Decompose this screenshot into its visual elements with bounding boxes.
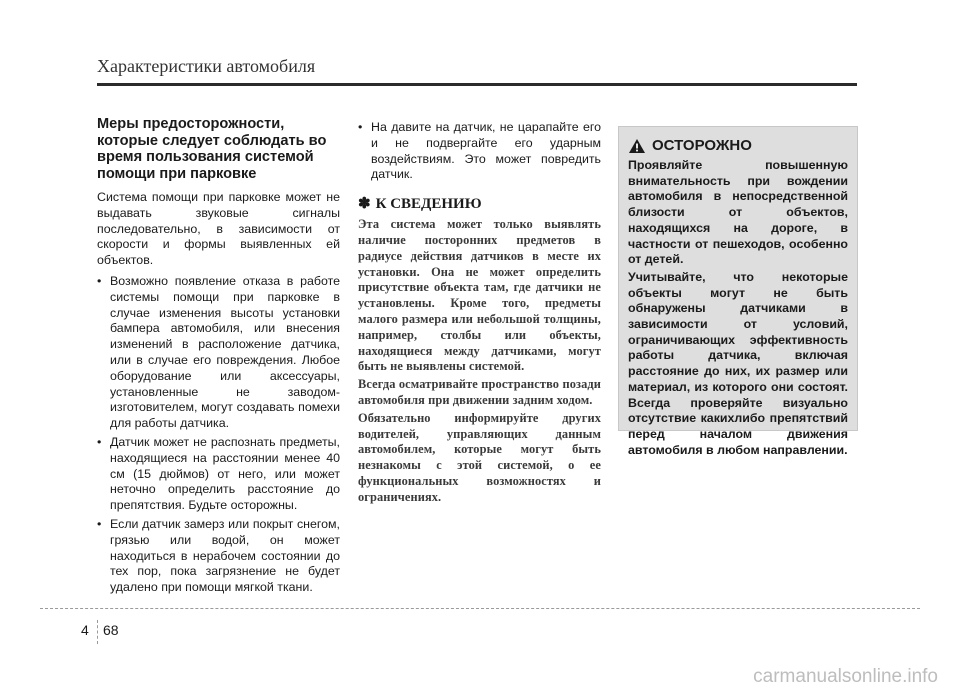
- warning-triangle-icon: [628, 138, 646, 154]
- warning-paragraph: Проявляйте повышенную внимательность при вождении автомобиля в непосредственной близости от объектов, находящихся на дороге, в частности от пешеходов, особенно от детей.: [628, 158, 848, 267]
- middle-column: [358, 120, 601, 508]
- page-number-separator: [97, 620, 98, 644]
- information-note: [358, 195, 601, 505]
- note-paragraph: Всегда осматривайте пространство позади автомобиля при движении задним ходом.: [358, 377, 601, 407]
- warning-title: ОСТОРОЖНО: [652, 137, 752, 154]
- note-paragraph: Эта система может только выявлять наличие посторонних предметов в радиусе действия датчиков в месте их установки. Она не может определить присутствие объекта там, где датчики не установлены. Кроме того, предметы малого размера или небольшой толщины, например, столбы или объекты, находящиеся между датчиками, могут быть не выявлены системой.: [358, 217, 601, 374]
- chapter-number: 4: [81, 622, 89, 638]
- warning-body: [628, 158, 848, 458]
- note-heading-text: К СВЕДЕНИЮ: [375, 196, 482, 213]
- list-item: • Если датчик замерз или покрыт снегом, грязью или водой, он может находиться в нерабочем состоянии до тех пор, пока загрязнение не будет удалено при помощи мягкой ткани.: [97, 516, 340, 595]
- list-item: • Возможно появление отказа в работе системы помощи при парковке в случае изменения высоты установки бампера автомобиля, или внесения изменений в расположение датчика, или в случае его повреждения. Любое оборудование или аксессуары, установленные не заводом-изготовителем, могут создавать помехи для работы датчика.: [97, 273, 340, 431]
- bullet-icon: •: [97, 516, 102, 531]
- page-header-title: Характеристики автомобиля: [97, 56, 316, 76]
- note-paragraph: Обязательно информируйте других водителей, управляющих данным автомобилем, которые могут быть незнакомы с этой системой, о ее функциональных возможностях и ограничениях.: [358, 410, 601, 504]
- intro-paragraph: Система помощи при парковке может не выдавать звуковые сигналы последовательно, в зависимости от скорости и формы выявленных ей объектов.: [97, 190, 340, 268]
- list-item: • На давите на датчик, не царапайте его и не подвергайте его ударным воздействиям. Это может повредить датчик.: [358, 120, 601, 182]
- section-heading: Меры предосторожности, которые следует соблюдать во время пользования системой помощи при парковке: [97, 116, 327, 182]
- warning-paragraph: Учитывайте, что некоторые объекты могут не быть обнаружены датчиками в зависимости от условий, ограничивающих эффективность работы датчика, включая расстояние до них, их размер или материал, из которого они состоят. Всегда проверяйте визуально отсутствие какихлибо препятствий перед началом движения автомобиля в любом направлении.: [628, 269, 848, 457]
- warning-box: [618, 126, 858, 457]
- bullet-icon: •: [97, 273, 102, 288]
- bullet-icon: •: [358, 120, 363, 134]
- footer-rule: [40, 608, 920, 609]
- precaution-list: [97, 274, 340, 596]
- precaution-list-continued: [358, 120, 601, 183]
- left-column: [97, 116, 340, 599]
- note-heading: [358, 195, 601, 213]
- page-number: 68: [103, 622, 119, 638]
- asterisk-icon: ✽: [358, 196, 371, 213]
- header-rule: [97, 83, 857, 86]
- warning-heading: [628, 137, 857, 154]
- list-item: • Датчик может не распознать предметы, находящиеся на расстоянии менее 40 см (15 дюймов) от него, или может неточно определить расстояние до препятствия. Будьте осторожны.: [97, 434, 340, 513]
- watermark: carmanualsonline.info: [753, 666, 938, 687]
- bullet-icon: •: [97, 434, 102, 449]
